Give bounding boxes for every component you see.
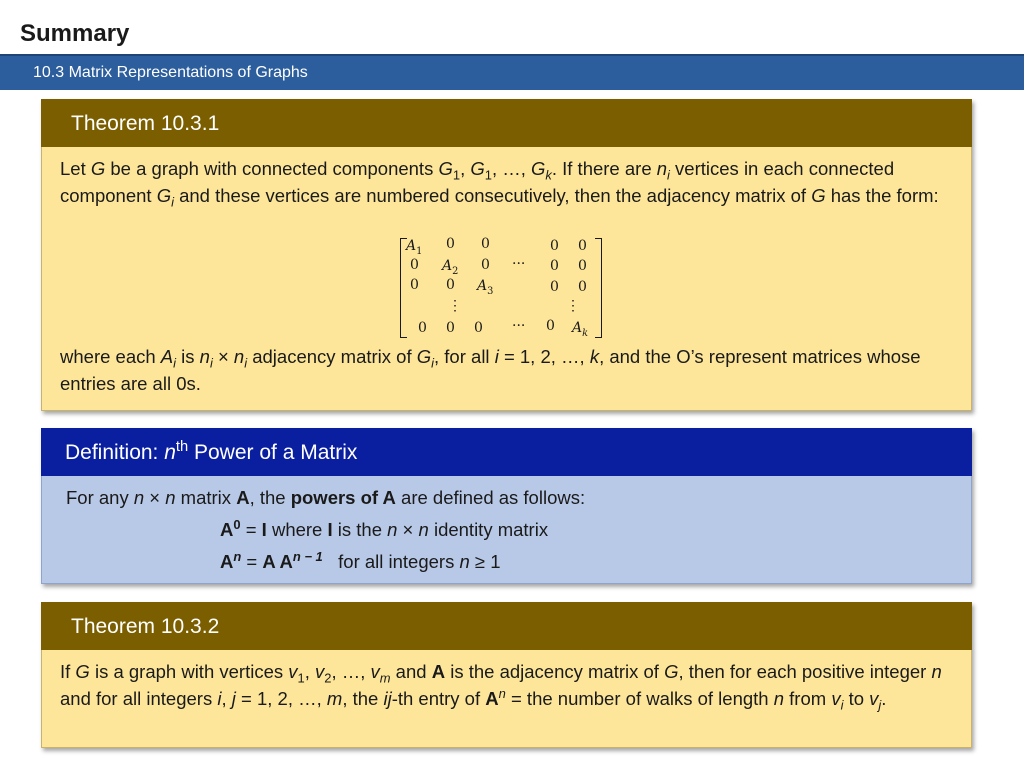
matrix-entry: 0 (446, 320, 455, 336)
matrix-entry: $A_3$ (477, 278, 494, 297)
definition-header (41, 428, 972, 476)
matrix-entry: $A_2$ (442, 258, 459, 277)
theorem-10-3-1-box (41, 99, 972, 411)
matrix-entry: $A_k$ (572, 320, 589, 339)
theorem-header (41, 602, 972, 650)
matrix-entry: 0 (550, 279, 559, 295)
matrix-entry: 0 (550, 258, 559, 274)
theorem-where-clause: where each $A_i$ is $n_i \times n_i$ adjacency matrix of $G_i$, for all i = 1, 2, …, k, and the O’s represent matrices whose entries are all 0s. (60, 346, 921, 394)
matrix-entry: 0 (410, 257, 419, 273)
matrix-entry: 0 (481, 257, 490, 273)
matrix-entry: 0 (446, 236, 455, 252)
slide-title: Summary (20, 20, 130, 47)
theorem-heading: Theorem 10.3.2 (71, 615, 220, 638)
definition-body (41, 476, 972, 584)
matrix-vdots: ⋮ (448, 298, 462, 314)
theorem-intro: Let G be a graph with connected components $G_1$, $G_1$, …, $G_k$. If there are $n_i$ vertices in each connected component $G_i$ and these vertices are numbered consecutively, then the adjacency matrix of G has the form: (60, 158, 939, 210)
matrix-entry: 0 (474, 320, 483, 336)
matrix-entry: 0 (578, 238, 587, 254)
matrix-vdots: ⋮ (566, 298, 580, 314)
matrix-entry: 0 (446, 277, 455, 293)
section-subtitle: 10.3 Matrix Representations of Graphs (33, 64, 308, 81)
theorem-body (41, 147, 972, 411)
matrix-right-bracket (595, 238, 602, 338)
matrix-entry: 0 (546, 318, 555, 334)
theorem-body (41, 650, 972, 748)
theorem-10-3-2-box (41, 602, 972, 748)
matrix-entry: $A_1$ (406, 238, 423, 257)
definition-line-1: For any n × n matrix A, the powers of A are defined as follows: (66, 487, 586, 508)
theorem-header (41, 99, 972, 147)
definition-line-2: $A^0 = I$ where I is the n × n identity matrix (220, 516, 549, 540)
matrix-entry: 0 (578, 279, 587, 295)
matrix-ellipsis: ··· (512, 318, 526, 334)
definition-box (41, 428, 972, 584)
definition-line-3: $A^n = A$ $A^{n - 1}$ for all integers n ≥ 1 (220, 548, 501, 572)
theorem-heading: Theorem 10.3.1 (71, 112, 220, 135)
block-diagonal-matrix (400, 238, 602, 338)
definition-heading: Definition: $n^{th}$ Power of a Matrix (65, 439, 358, 464)
matrix-entry: 0 (418, 320, 427, 336)
theorem-statement: If G is a graph with vertices $v_1$, $v_2$, …, $v_m$ and A is the adjacency matrix of G, then for each positive integer n and for all integers i, j = 1, 2, …, m, the ij-th entry of $A^n$ = the number of walks of length n from $v_i$ to $v_j$. (60, 661, 942, 713)
matrix-entry: 0 (550, 238, 559, 254)
matrix-entry: 0 (481, 236, 490, 252)
section-bar (0, 54, 1024, 90)
matrix-ellipsis: ··· (512, 256, 526, 272)
matrix-entry: 0 (410, 277, 419, 293)
matrix-entry: 0 (578, 258, 587, 274)
